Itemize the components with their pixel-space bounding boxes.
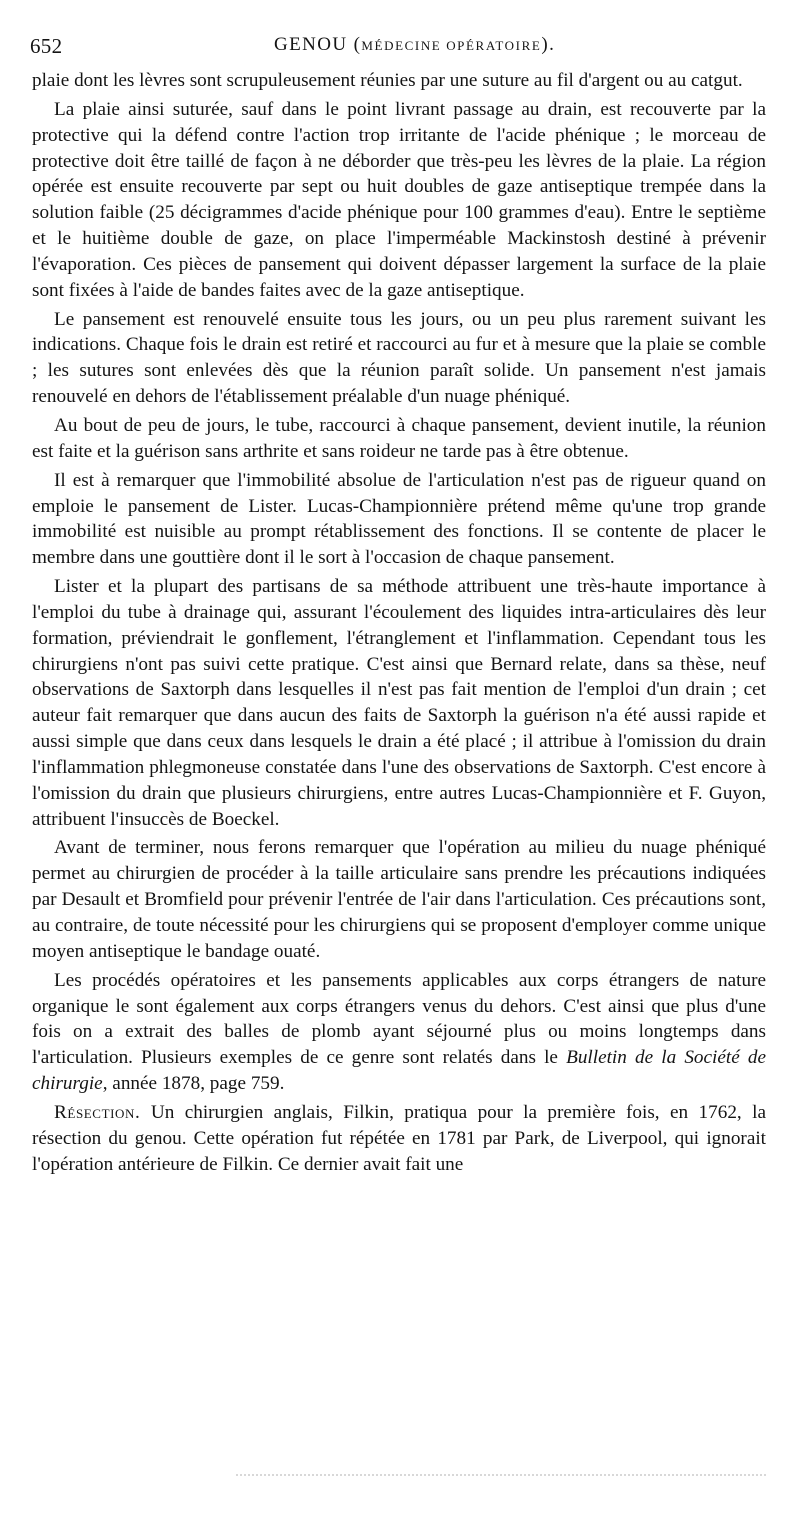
paragraph-drainage: Lister et la plupart des partisans de sa méthode attribuent une très-haute importance à l'emploi du tube à drainage qui, assurant l'écoulement des liquides intra-articulaires dès leur formation, préviendrait le gonflement, l'étranglement et l'inflammation. Cependant tous les chirurgiens n'ont pas suivi cette pratique. C'est ainsi que Bernard relate, dans sa thèse, neuf observations de Saxtorph dans lesquelles il n'est pas fait mention de l'emploi d'un drain ; cet auteur fait remarquer que dans aucun des faits de Saxtorph la guérison n'a été aussi rapide et aussi simple que dans ceux dans lesquels le drain a été placé ; il attribue à l'omission du drain l'inflammation phlegmoneuse constatée dans l'une des observations de Saxtorph. C'est encore à l'omission du drain que plusieurs chirurgiens, entre autres Lucas-Championnière et F. Guyon, attribuent l'insuccès de Boeckel. <box>32 576 766 830</box>
paragraph-phenic-cloud: Avant de terminer, nous ferons remarquer que l'opération au milieu du nuage phéniqué permet au chirurgien de procéder à la taille articulaire sans prendre les précautions indiquées par Desault et Bromfield pour prévenir l'entrée de l'air dans l'articulation. Ces précautions sont, au contraire, de toute nécessité pour les chirurgiens qui se proposent d'employer comme unique moyen antiseptique le bandage ouaté. <box>32 837 766 962</box>
paragraph-immobility: Il est à remarquer que l'immobilité absolue de l'articulation n'est pas de rigueur quand on emploie le pansement de Lister. Lucas-Championnière prétend même qu'une trop grande immobilité est nuisible au prompt rétablissement des fonctions. Il se contente de placer le membre dans une gouttière dont il le sort à l'occasion de chaque pansement. <box>32 469 766 569</box>
bleed-through-marks <box>236 1474 766 1480</box>
running-head <box>274 34 555 56</box>
running-head-title: GENOU <box>274 34 348 55</box>
page-number: 652 <box>30 34 63 58</box>
running-head-subtitle: MÉDECINE OPÉRATOIRE <box>361 38 542 53</box>
paragraph-continued: plaie dont les lèvres sont scrupuleusement réunies par une suture au fil d'argent ou au catgut. <box>32 70 743 91</box>
bulletin-title: Bulletin de la Société de chirurgie <box>32 1047 766 1095</box>
foreign-bodies-text: Les procédés opératoires et les pansements applicables aux corps étrangers de nature organique le sont également aux corps étrangers venus du dehors. C'est ainsi que plus d'une fois on a extrait des balles de plomb ayant séjourné plus ou moins longtemps dans l'articulation. Plusieurs exemples de ce genre sont relatés dans le <box>32 969 766 1069</box>
body-text <box>32 68 766 1180</box>
page-header <box>30 34 770 64</box>
paragraph-renewal: Le pansement est renouvelé ensuite tous les jours, ou un peu plus rarement suivant les indications. Chaque fois le drain est retiré et raccourci au fur et à mesure que la plaie se comble ; les sutures sont enlevées dès que la réunion paraît solide. Un pansement n'est jamais renouvelé en dehors de l'établissement préalable d'un nuage phéniqué. <box>32 308 766 408</box>
paragraph-resection <box>32 1100 766 1178</box>
running-head-paren-close: ). <box>541 34 556 55</box>
paragraph-foreign-bodies <box>32 968 766 1097</box>
bulletin-reference: , année 1878, page 759. <box>102 1073 285 1095</box>
paragraph-dressing: La plaie ainsi suturée, sauf dans le point livrant passage au drain, est recouverte par la protective qui la défend contre l'action trop irritante de l'acide phénique ; le morceau de protective doit être taillé de façon à ne déborder que très-peu les lèvres de la plaie. La région opérée est ensuite recouverte par sept ou huit doubles de gaze antiseptique trempée dans la solution faible (25 décigrammes d'acide phénique pour 100 grammes d'eau). Entre le septième et le huitième double de gaze, on place l'imperméable Mackinstosh destiné à prévenir l'évaporation. Ces pièces de pansement qui doivent dépasser largement la surface de la plaie sont fixées à l'aide de bandes faites avec de la gaze antiseptique. <box>32 98 766 301</box>
resection-heading: Résection. <box>54 1101 141 1123</box>
paragraph-healing: Au bout de peu de jours, le tube, raccourci à chaque pansement, devient inutile, la réunion est faite et la guérison sans arthrite et sans roideur ne tarde pas à être obtenue. <box>32 414 766 462</box>
running-head-paren-open: ( <box>347 34 362 55</box>
resection-text: Un chirurgien anglais, Filkin, pratiqua pour la première fois, en 1762, la résection du genou. Cette opération fut répétée en 1781 par Park, de Liverpool, qui ignorait l'opération antérieure de Filkin. Ce dernier avait fait une <box>32 1101 766 1175</box>
